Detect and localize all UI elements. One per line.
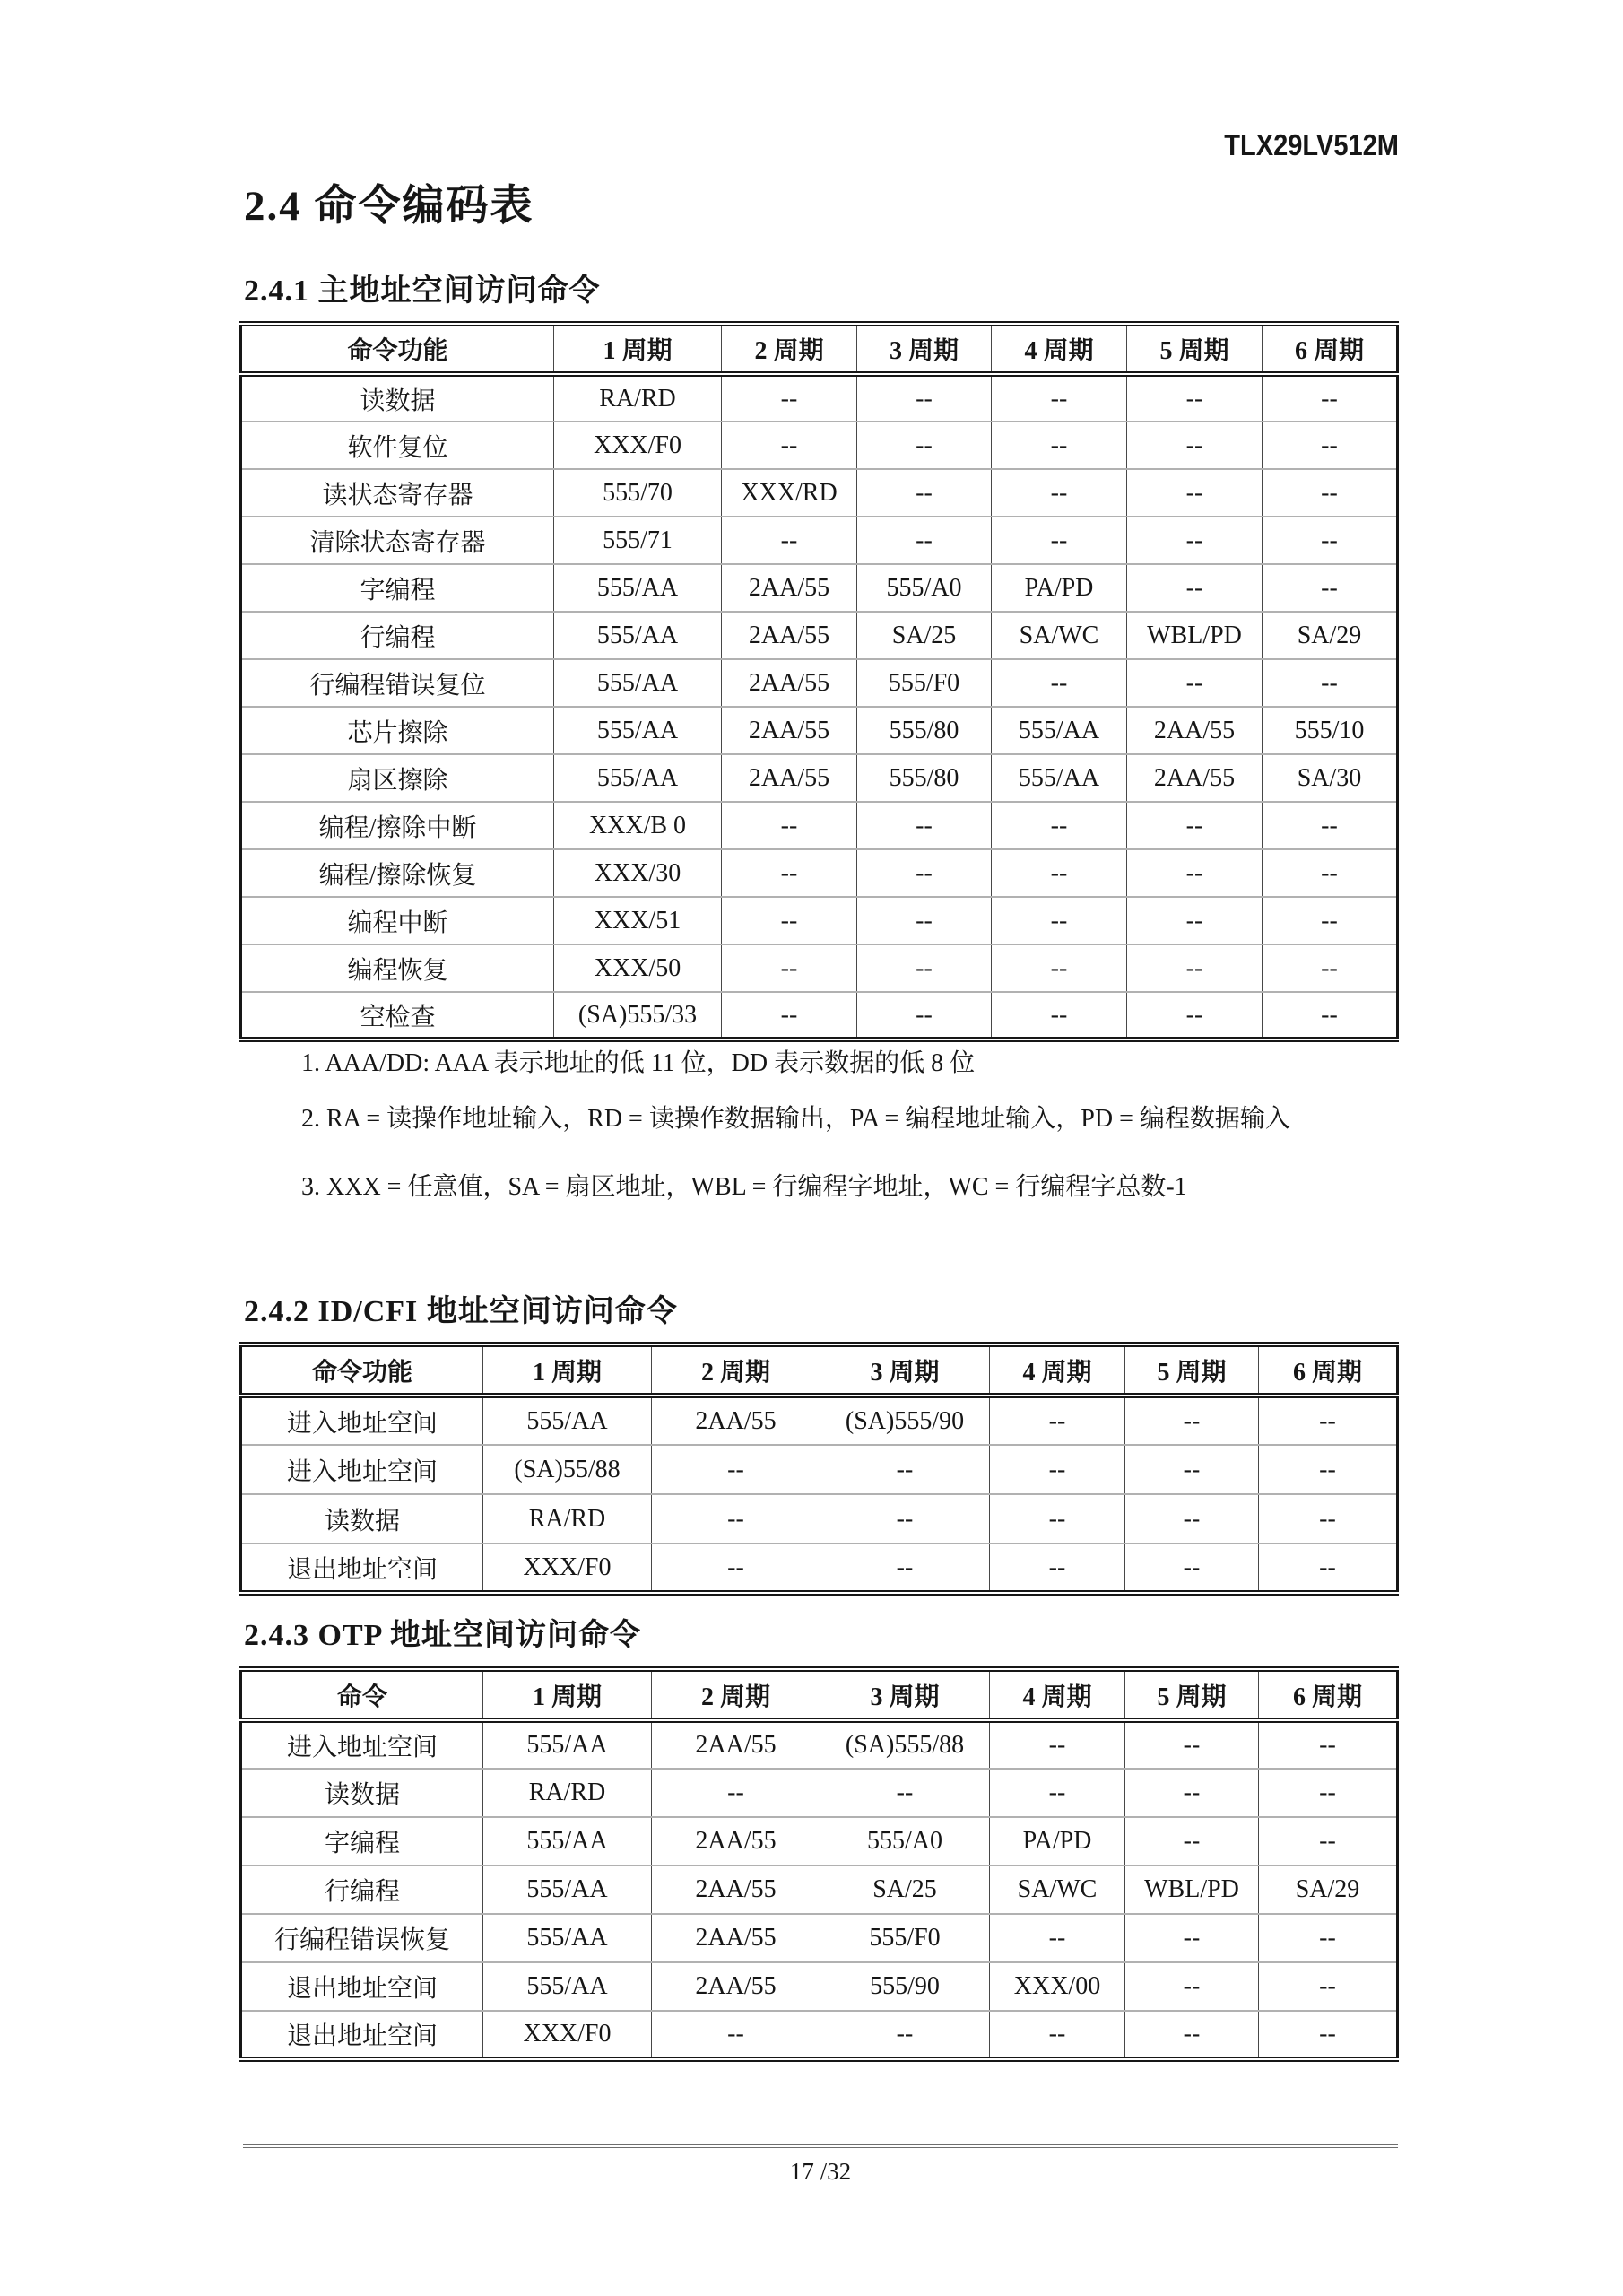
cycle-value-cell: 555/70 [554, 469, 722, 517]
cycle-value-cell: -- [1127, 374, 1263, 422]
cycle-value-cell: -- [1263, 897, 1398, 944]
table-row [241, 1494, 1398, 1544]
table-row [241, 707, 1398, 754]
cycle-value-cell: -- [722, 517, 857, 564]
command-name-cell: 读数据 [241, 1769, 483, 1817]
table-row [241, 517, 1398, 564]
cycle-value-cell: -- [857, 517, 992, 564]
command-name-cell: 退出地址空间 [241, 2011, 483, 2059]
command-name-cell: 行编程 [241, 1866, 483, 1914]
command-name-cell: 编程中断 [241, 897, 554, 944]
cycle-column-header: 3 周期 [820, 1344, 990, 1396]
cycle-value-cell: -- [992, 992, 1127, 1039]
cycle-value-cell: -- [820, 1544, 990, 1593]
cycle-value-cell: -- [722, 422, 857, 469]
cycle-value-cell: 2AA/55 [652, 1817, 820, 1866]
command-column-header: 命令功能 [241, 1344, 483, 1396]
cycle-value-cell: -- [992, 469, 1127, 517]
cycle-column-header: 3 周期 [857, 324, 992, 374]
cycle-value-cell: SA/29 [1259, 1866, 1398, 1914]
cycle-value-cell: (SA)555/88 [820, 1720, 990, 1769]
cycle-value-cell: -- [1259, 1445, 1398, 1494]
cycle-value-cell: -- [1259, 1494, 1398, 1544]
cycle-value-cell: 555/10 [1263, 707, 1398, 754]
command-name-cell: 进入地址空间 [286, 1409, 438, 1438]
cycle-value-cell: -- [1127, 802, 1263, 849]
cycle-value-cell: -- [992, 849, 1127, 897]
cycle-column-header: 1 周期 [483, 1344, 652, 1396]
cycle-value-cell: RA/RD [483, 1494, 652, 1544]
table-row [241, 992, 1398, 1039]
page-number: 17 /32 [789, 2158, 852, 2185]
cycle-column-header: 4 周期 [992, 324, 1127, 374]
table-row [241, 469, 1398, 517]
cycle-value-cell: -- [652, 1445, 820, 1494]
cycle-value-cell: -- [722, 992, 857, 1039]
cycle-value-cell: 2AA/55 [652, 1866, 820, 1914]
cycle-value-cell: 2AA/55 [722, 659, 857, 707]
table-row [241, 422, 1398, 469]
cycle-value-cell: -- [992, 802, 1127, 849]
command-column-header: 命令 [241, 1669, 483, 1720]
cycle-value-cell: -- [990, 1769, 1125, 1817]
cycle-value-cell: -- [1263, 422, 1398, 469]
cycle-value-cell: WBL/PD [1127, 612, 1263, 659]
cycle-value-cell: -- [1127, 659, 1263, 707]
cycle-value-cell: RA/RD [483, 1769, 652, 1817]
table-row [241, 1396, 1398, 1445]
cycle-value-cell: PA/PD [990, 1817, 1125, 1866]
cycle-value-cell: -- [1127, 517, 1263, 564]
cycle-value-cell: -- [1259, 1544, 1398, 1593]
page-footer [243, 2144, 1398, 2186]
table-row [241, 1914, 1398, 1962]
cycle-value-cell: -- [722, 802, 857, 849]
cycle-value-cell: (SA)555/33 [554, 992, 722, 1039]
cycle-value-cell: -- [1259, 1914, 1398, 1962]
cycle-value-cell: 555/AA [483, 1817, 652, 1866]
cycle-value-cell: -- [1259, 1817, 1398, 1866]
cycle-column-header: 2 周期 [722, 324, 857, 374]
cycle-value-cell: -- [652, 2011, 820, 2059]
command-name-cell: 软件复位 [241, 422, 554, 469]
cycle-value-cell: -- [992, 422, 1127, 469]
command-name-cell: 行编程 [241, 612, 554, 659]
command-name-cell: 编程恢复 [241, 944, 554, 992]
header-row [241, 1344, 1398, 1396]
cycle-value-cell: -- [1127, 469, 1263, 517]
cycle-value-cell: -- [722, 849, 857, 897]
cycle-value-cell: 2AA/55 [722, 612, 857, 659]
table-row [241, 659, 1398, 707]
cycle-value-cell: -- [992, 944, 1127, 992]
cycle-value-cell: -- [1125, 1914, 1259, 1962]
cycle-value-cell: -- [990, 2011, 1125, 2059]
table-row [241, 1769, 1398, 1817]
cycle-value-cell: SA/30 [1263, 754, 1398, 802]
section-heading-id-cfi: 2.4.2 ID/CFI 地址空间访问命令 [244, 1295, 678, 1328]
cycle-value-cell: 555/AA [483, 1866, 652, 1914]
cycle-value-cell: -- [857, 374, 992, 422]
cycle-value-cell: 2AA/55 [652, 1720, 820, 1769]
command-name-cell: 退出地址空间 [241, 1544, 483, 1593]
command-name-cell: 空检查 [241, 992, 554, 1039]
cycle-value-cell: -- [1125, 1817, 1259, 1866]
cycle-column-header: 5 周期 [1125, 1344, 1259, 1396]
cycle-value-cell: -- [820, 1494, 990, 1544]
command-name-cell: 芯片擦除 [241, 707, 554, 754]
cycle-value-cell: -- [1125, 1962, 1259, 2011]
cycle-value-cell: -- [1263, 469, 1398, 517]
table-row [241, 1866, 1398, 1914]
cycle-value-cell: -- [1127, 849, 1263, 897]
cycle-value-cell: -- [992, 659, 1127, 707]
cycle-value-cell: XXX/B 0 [554, 802, 722, 849]
command-name-cell: 读数据 [360, 387, 436, 415]
command-name-cell: 编程/擦除恢复 [241, 849, 554, 897]
cycle-value-cell: 555/AA [554, 754, 722, 802]
cycle-value-cell: (SA)555/90 [820, 1396, 990, 1445]
main-address-commands-table [239, 321, 1399, 1042]
cycle-column-header: 6 周期 [1263, 324, 1398, 374]
cycle-value-cell: XXX/30 [554, 849, 722, 897]
cycle-column-header: 4 周期 [990, 1344, 1125, 1396]
cycle-value-cell: -- [857, 802, 992, 849]
cycle-column-header: 1 周期 [483, 1669, 652, 1720]
command-name-cell: 退出地址空间 [241, 1962, 483, 2011]
cycle-value-cell: -- [1125, 1720, 1259, 1769]
cycle-value-cell: 555/A0 [820, 1817, 990, 1866]
cycle-value-cell: 555/AA [483, 1914, 652, 1962]
footer-rule [243, 2144, 1398, 2148]
command-name-cell: 行编程错误恢复 [241, 1914, 483, 1962]
cycle-value-cell: -- [1125, 1769, 1259, 1817]
table-row [241, 1544, 1398, 1593]
cycle-value-cell: XXX/F0 [483, 1544, 652, 1593]
cycle-value-cell: WBL/PD [1125, 1866, 1259, 1914]
section-heading-main-address: 2.4.1 主地址空间访问命令 [244, 274, 601, 308]
cycle-value-cell: 555/AA [992, 754, 1127, 802]
cycle-value-cell: 555/AA [554, 612, 722, 659]
cycle-value-cell: -- [722, 944, 857, 992]
section-heading-otp: 2.4.3 OTP 地址空间访问命令 [244, 1619, 642, 1652]
cycle-column-header: 3 周期 [820, 1669, 990, 1720]
cycle-value-cell: 555/71 [554, 517, 722, 564]
cycle-value-cell: -- [990, 1445, 1125, 1494]
cycle-column-header: 4 周期 [990, 1669, 1125, 1720]
cycle-value-cell: PA/PD [992, 564, 1127, 612]
table-row [241, 1720, 1398, 1769]
table-row [241, 612, 1398, 659]
table-row [241, 1445, 1398, 1494]
table-row [241, 1962, 1398, 2011]
table-row [241, 754, 1398, 802]
table-row [241, 802, 1398, 849]
cycle-value-cell: XXX/F0 [483, 2011, 652, 2059]
header-row [241, 1669, 1398, 1720]
cycle-value-cell: -- [1259, 2011, 1398, 2059]
cycle-column-header: 1 周期 [554, 324, 722, 374]
cycle-value-cell: -- [820, 1445, 990, 1494]
table-row [241, 1817, 1398, 1866]
cycle-value-cell: 555/80 [857, 754, 992, 802]
cycle-value-cell: -- [652, 1494, 820, 1544]
document-id: TLX29LV512M [1224, 128, 1399, 161]
cycle-value-cell: -- [1125, 1396, 1259, 1445]
cycle-value-cell: 555/AA [554, 659, 722, 707]
cycle-value-cell: 2AA/55 [652, 1962, 820, 2011]
table-row [241, 849, 1398, 897]
cycle-value-cell: -- [1263, 564, 1398, 612]
cycle-value-cell: -- [722, 374, 857, 422]
cycle-value-cell: -- [1127, 897, 1263, 944]
cycle-value-cell: -- [1263, 374, 1398, 422]
command-name-cell: 字编程 [241, 1817, 483, 1866]
cycle-value-cell: -- [990, 1720, 1125, 1769]
cycle-value-cell: -- [857, 469, 992, 517]
cycle-value-cell: -- [857, 944, 992, 992]
cycle-value-cell: -- [820, 1769, 990, 1817]
command-name-cell: 读状态寄存器 [241, 469, 554, 517]
cycle-value-cell: SA/29 [1263, 612, 1398, 659]
cycle-value-cell: -- [1127, 992, 1263, 1039]
table-notes [244, 1044, 1356, 1207]
cycle-value-cell: SA/25 [820, 1866, 990, 1914]
cycle-value-cell: -- [1125, 1494, 1259, 1544]
cycle-value-cell: -- [652, 1544, 820, 1593]
table-row [241, 2011, 1398, 2059]
cycle-column-header: 6 周期 [1259, 1344, 1398, 1396]
command-name-cell: 行编程错误复位 [241, 659, 554, 707]
command-name-cell: 进入地址空间 [241, 1445, 483, 1494]
cycle-value-cell: -- [1127, 944, 1263, 992]
table-row [241, 564, 1398, 612]
cycle-value-cell: 555/90 [820, 1962, 990, 2011]
cycle-value-cell: -- [1263, 992, 1398, 1039]
cycle-value-cell: -- [1127, 422, 1263, 469]
cycle-value-cell: 555/AA [992, 707, 1127, 754]
note-1: 1. AAA/DD: AAA 表示地址的低 11 位，DD 表示数据的低 8 位 [301, 1049, 976, 1077]
cycle-value-cell: -- [1263, 517, 1398, 564]
cycle-value-cell: XXX/00 [990, 1962, 1125, 2011]
cycle-value-cell: (SA)55/88 [483, 1445, 652, 1494]
cycle-value-cell: SA/WC [992, 612, 1127, 659]
command-column-header: 命令功能 [241, 324, 554, 374]
cycle-value-cell: SA/25 [857, 612, 992, 659]
cycle-value-cell: -- [990, 1396, 1125, 1445]
cycle-column-header: 2 周期 [652, 1669, 820, 1720]
cycle-value-cell: -- [1259, 1769, 1398, 1817]
cycle-value-cell: -- [1127, 564, 1263, 612]
cycle-value-cell: -- [820, 2011, 990, 2059]
command-name-cell: 清除状态寄存器 [241, 517, 554, 564]
cycle-value-cell: -- [1125, 1445, 1259, 1494]
cycle-value-cell: -- [992, 897, 1127, 944]
cycle-value-cell: SA/WC [990, 1866, 1125, 1914]
cycle-value-cell: -- [857, 992, 992, 1039]
table-row [241, 897, 1398, 944]
table-row [241, 374, 1398, 422]
cycle-value-cell: XXX/50 [554, 944, 722, 992]
cycle-value-cell: 2AA/55 [1127, 707, 1263, 754]
cycle-value-cell: -- [857, 897, 992, 944]
cycle-value-cell: -- [1263, 944, 1398, 992]
cycle-value-cell: 2AA/55 [722, 564, 857, 612]
id-cfi-commands-table [239, 1342, 1399, 1596]
cycle-value-cell: 555/F0 [857, 659, 992, 707]
cycle-value-cell: -- [992, 517, 1127, 564]
cycle-value-cell: -- [722, 897, 857, 944]
cycle-value-cell: -- [1259, 1962, 1398, 2011]
cycle-value-cell: 555/AA [554, 707, 722, 754]
cycle-value-cell: 2AA/55 [1127, 754, 1263, 802]
cycle-value-cell: -- [857, 849, 992, 897]
command-name-cell: 字编程 [241, 564, 554, 612]
cycle-value-cell: -- [1263, 659, 1398, 707]
cycle-value-cell: 555/AA [483, 1962, 652, 2011]
table-row [241, 944, 1398, 992]
header-row [241, 324, 1398, 374]
cycle-value-cell: -- [857, 422, 992, 469]
cycle-value-cell: 555/AA [554, 564, 722, 612]
cycle-value-cell: -- [1259, 1396, 1398, 1445]
cycle-value-cell: 2AA/55 [652, 1396, 820, 1445]
cycle-value-cell: -- [1125, 2011, 1259, 2059]
otp-commands-table [239, 1666, 1399, 2062]
cycle-column-header: 2 周期 [652, 1344, 820, 1396]
cycle-value-cell: XXX/51 [554, 897, 722, 944]
cycle-column-header: 5 周期 [1125, 1669, 1259, 1720]
cycle-column-header: 6 周期 [1259, 1669, 1398, 1720]
cycle-value-cell: -- [652, 1769, 820, 1817]
cycle-value-cell: 555/AA [483, 1720, 652, 1769]
cycle-value-cell: XXX/RD [722, 469, 857, 517]
note-3: 3. XXX = 任意值，SA = 扇区地址，WBL = 行编程字地址，WC = 行编程字总数-1 [301, 1173, 1187, 1201]
cycle-value-cell: -- [990, 1914, 1125, 1962]
cycle-value-cell: -- [1263, 802, 1398, 849]
command-name-cell: 读数据 [241, 1494, 483, 1544]
command-name-cell: 扇区擦除 [241, 754, 554, 802]
cycle-value-cell: 555/80 [857, 707, 992, 754]
cycle-value-cell: -- [1263, 849, 1398, 897]
command-name-cell: 编程/擦除中断 [241, 802, 554, 849]
cycle-value-cell: -- [1259, 1720, 1398, 1769]
cycle-value-cell: -- [990, 1544, 1125, 1593]
cycle-value-cell: 2AA/55 [722, 707, 857, 754]
command-name-cell: 进入地址空间 [286, 1734, 438, 1761]
note-2: 2. RA = 读操作地址输入，RD = 读操作数据输出，PA = 编程地址输入，PD = 编程数据输入 [301, 1105, 1290, 1133]
cycle-value-cell: -- [1125, 1544, 1259, 1593]
cycle-value-cell: -- [992, 374, 1127, 422]
cycle-value-cell: RA/RD [554, 374, 722, 422]
cycle-value-cell: XXX/F0 [554, 422, 722, 469]
cycle-column-header: 5 周期 [1127, 324, 1263, 374]
cycle-value-cell: 555/A0 [857, 564, 992, 612]
cycle-value-cell: 2AA/55 [722, 754, 857, 802]
cycle-value-cell: 555/AA [483, 1396, 652, 1445]
page-title: 2.4 命令编码表 [244, 183, 534, 230]
cycle-value-cell: 555/F0 [820, 1914, 990, 1962]
cycle-value-cell: 2AA/55 [652, 1914, 820, 1962]
cycle-value-cell: -- [990, 1494, 1125, 1544]
